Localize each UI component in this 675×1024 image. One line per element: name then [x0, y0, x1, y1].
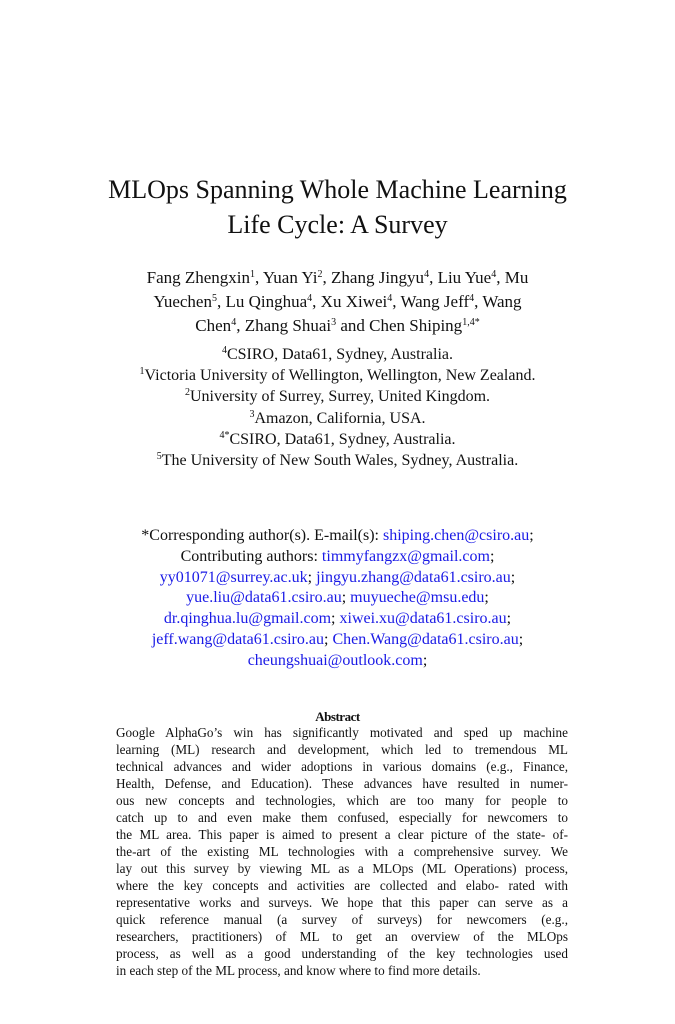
author-first-part: Mu	[504, 268, 529, 287]
abstract-line: the ML area. This paper is aimed to present a clear picture of the state- of-	[116, 827, 568, 842]
author-second-part: Yuechen	[153, 292, 212, 311]
correspondence: *Corresponding author(s). E-mail(s): shiping.chen@csiro.au; Contributing authors: timmyfangzx@gmail.com; yy01071@surrey.ac.uk; jingyu.zhang@data61.csiro.au; yue.liu@data61.csiro.au; muyueche@msu.edu; dr.qinghua.lu@gmail.com; xiwei.xu@data61.csiro.au; jeff.wang@data61.csiro.au; Chen.Wang@data61.csiro.au; cheungshuai@outlook.com;	[141, 527, 534, 669]
abstract-line: learning (ML) research and development, which led to tremendous ML	[116, 742, 568, 757]
abstract-line: where the key concepts and activities are collected and elabo- rated with	[116, 878, 568, 893]
abstract-line: in each step of the ML process, and know where to find more details.	[116, 963, 481, 978]
email-link[interactable]: muyueche@msu.edu	[350, 589, 485, 607]
abstract-line: ous new concepts and technologies, which are too many for people to	[116, 793, 568, 808]
affiliation: $^{4*}$CSIRO, Data61, Sydney, Australia.	[219, 429, 456, 448]
abstract-line: Google AlphaGo’s win has significantly motivated and sped up machine	[116, 725, 568, 740]
paper-title: MLOps Spanning Whole Machine Learning Life Cycle: A Survey	[108, 175, 567, 239]
abstract-heading: Abstract	[315, 709, 360, 724]
affiliation: $^2$University of Surrey, Surrey, United Kingdom.	[184, 387, 491, 406]
email-link[interactable]: xiwei.xu@data61.csiro.au	[339, 610, 507, 628]
affiliation: $^4$CSIRO, Data61, Sydney, Australia.	[221, 345, 454, 363]
affiliation: $^5$The University of New South Wales, Sydney, Australia.	[156, 451, 519, 470]
author: Lu Qinghua	[225, 292, 308, 311]
affiliation-list	[0, 344, 675, 471]
abstract-line: Health, Defense, and Education). These advances have resulted in numer-	[116, 776, 568, 791]
author: Chen Shiping	[369, 316, 463, 335]
author: Liu Yue	[437, 268, 492, 287]
author: Zhang Shuai	[244, 316, 332, 335]
email-link[interactable]: yy01071@surrey.ac.uk	[159, 568, 308, 586]
email-link[interactable]: shiping.chen@csiro.au	[383, 527, 530, 544]
abstract-line: technical advances and wider adoptions in various domains (e.g., Finance,	[116, 759, 568, 774]
author-list: Fang Zhengxin$^1$, Yuan Yi$^2$, Zhang Jingyu$^4$, Liu Yue$^4$, Mu Yuechen$^5$, Lu Qinghua$^4$, Xu Xiwei$^4$, Wang Jeff$^4$, Wang Chen$^4$, Zhang Shuai$^3$ and Chen Shiping$^{1,4*}$	[146, 268, 529, 335]
author-first-part: Wang	[482, 292, 522, 311]
author: Fang Zhengxin	[146, 268, 251, 287]
abstract-body	[116, 724, 568, 979]
author: Yuan Yi	[262, 268, 318, 287]
email-link[interactable]: yue.liu@data61.csiro.au	[186, 589, 342, 607]
email-link[interactable]: dr.qinghua.lu@gmail.com	[163, 610, 332, 628]
email-link[interactable]: timmyfangzx@gmail.com	[321, 547, 490, 565]
author: Xu Xiwei	[320, 292, 388, 311]
abstract-line: the-art of the existing ML technologies with a comprehensive survey. We	[116, 844, 568, 859]
email-link[interactable]: Chen.Wang@data61.csiro.au	[332, 630, 519, 648]
abstract-line: researchers, practitioners) of ML to get an overview of the MLOps	[116, 929, 568, 944]
author: Wang Jeff	[400, 292, 470, 311]
abstract-line: catch up to and even make them confused, especially for newcomers to	[116, 810, 568, 825]
email-link[interactable]: jingyu.zhang@data61.csiro.au	[316, 568, 511, 586]
abstract-line: lay out this survey by viewing ML as a MLOps (ML Operations) process,	[116, 861, 568, 876]
affiliation: $^1$Victoria University of Wellington, Wellington, New Zealand.	[139, 366, 536, 385]
author: Zhang Jingyu	[331, 268, 425, 287]
abstract-line: quick reference manual (a survey of surveys) for newcomers (e.g.,	[116, 912, 568, 927]
abstract-line: representative works and surveys. We hope that this paper can serve as a	[116, 895, 568, 910]
abstract-line: process, as well as a good understanding of the key technologies used	[116, 946, 568, 961]
affiliation: $^3$Amazon, California, USA.	[249, 408, 426, 427]
email-link[interactable]: jeff.wang@data61.csiro.au	[151, 630, 324, 648]
email-link[interactable]: cheungshuai@outlook.com	[247, 651, 423, 669]
author-second-part: Chen	[195, 316, 232, 335]
